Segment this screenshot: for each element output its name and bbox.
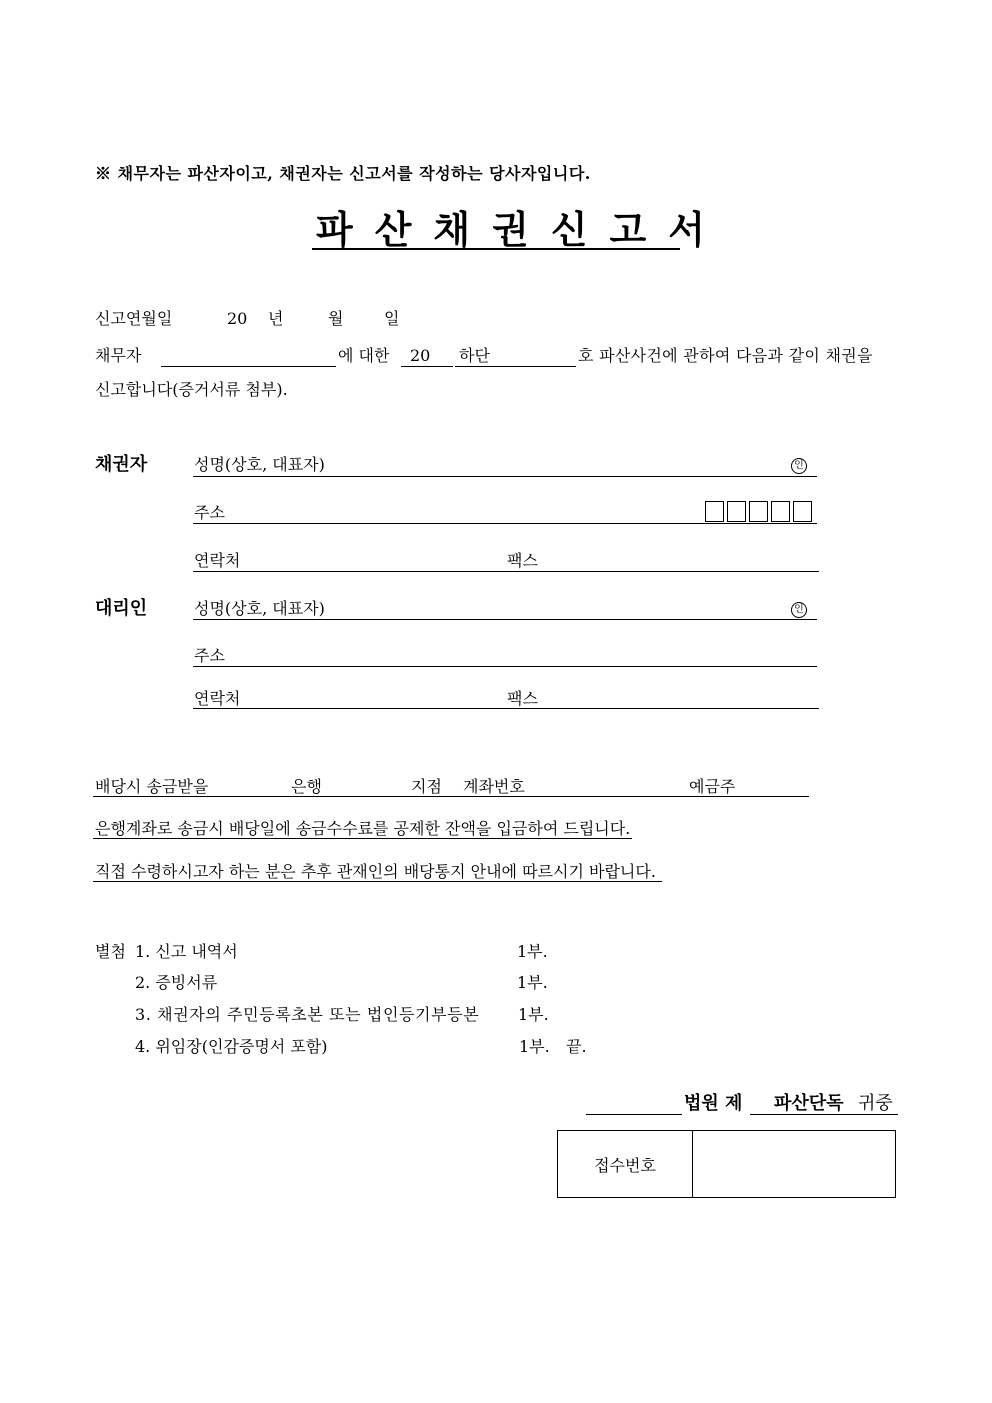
receipt-table — [557, 1130, 896, 1198]
case-type-label: 하단 — [459, 346, 490, 365]
court-name-field[interactable] — [586, 1114, 682, 1115]
postal-code-box-3[interactable] — [749, 501, 768, 522]
postal-code-box-1[interactable] — [705, 501, 724, 522]
attachment-count-2: 1부. — [517, 973, 548, 992]
creditor-contact-field[interactable] — [193, 571, 819, 572]
agent-seal-icon: 인 — [791, 602, 807, 618]
attachment-item-3: 3. 채권자의 주민등록초본 또는 법인등기부등본 — [135, 1005, 480, 1024]
document-end-mark: 끝. — [566, 1037, 587, 1056]
date-day-label: 일 — [384, 309, 400, 328]
bank-note-2: 직접 수령하시고자 하는 분은 추후 관재인의 배당통지 안내에 따르시기 바랍니다. — [95, 862, 656, 881]
agent-contact-field[interactable] — [193, 708, 819, 709]
receipt-label-cell — [558, 1131, 693, 1197]
agent-address-field[interactable] — [193, 666, 817, 667]
court-underline — [754, 1114, 898, 1115]
court-label: 법원 제 — [684, 1093, 743, 1114]
branch-label: 지점 — [411, 777, 442, 796]
agent-contact-label: 연락처 — [194, 689, 241, 708]
postal-code-box-5[interactable] — [793, 501, 812, 522]
agent-name-label: 성명(상호, 대표자) — [194, 599, 325, 618]
attachment-item-1: 1. 신고 내역서 — [135, 942, 238, 961]
creditor-fax-label: 팩스 — [507, 551, 538, 570]
date-month-label: 월 — [328, 309, 344, 328]
creditor-address-field[interactable] — [193, 523, 817, 524]
creditor-name-label: 성명(상호, 대표자) — [194, 455, 325, 474]
agent-heading: 대리인 — [95, 598, 148, 619]
receipt-label: 접수번호 — [594, 1155, 656, 1175]
case-year-field[interactable] — [401, 366, 453, 367]
debtor-line2-text: 신고합니다(증거서류 첨부). — [95, 380, 288, 399]
date-year-label: 년 — [268, 309, 284, 328]
creditor-heading: 채권자 — [95, 454, 148, 475]
date-year-prefix: 20 — [227, 309, 248, 328]
court-suffix: 귀중 — [858, 1093, 893, 1114]
creditor-address-label: 주소 — [194, 503, 225, 522]
attachment-item-2: 2. 증빙서류 — [135, 973, 218, 992]
agent-name-field[interactable] — [193, 619, 817, 620]
bank-info-field[interactable] — [93, 796, 809, 797]
division-label: 파산단독 — [774, 1093, 844, 1114]
case-suffix-text: 호 파산사건에 관하여 다음과 같이 채권을 — [578, 346, 873, 365]
attachment-count-4: 1부. — [519, 1037, 550, 1056]
holder-label: 예금주 — [689, 777, 736, 796]
agent-address-label: 주소 — [194, 646, 225, 665]
bank-note-2-underline — [93, 881, 662, 882]
debtor-name-field[interactable] — [161, 366, 336, 367]
attachment-count-1: 1부. — [517, 942, 548, 961]
postal-code-box-4[interactable] — [771, 501, 790, 522]
creditor-seal-icon: 인 — [791, 458, 807, 474]
bank-label: 은행 — [291, 777, 322, 796]
attachment-count-3: 1부. — [518, 1005, 549, 1024]
creditor-name-field[interactable] — [193, 476, 817, 477]
notice-text: ※ 채무자는 파산자이고, 채권자는 신고서를 작성하는 당사자입니다. — [95, 164, 591, 183]
case-year-prefix: 20 — [410, 346, 431, 365]
attachments-label: 별첨 — [95, 942, 126, 961]
case-number-field[interactable] — [455, 366, 576, 367]
bank-note-1: 은행계좌로 송금시 배당일에 송금수수료를 공제한 잔액을 입금하여 드립니다. — [95, 819, 631, 838]
receipt-value-cell[interactable] — [694, 1131, 895, 1197]
attachment-item-4: 4. 위임장(인감증명서 포함) — [135, 1037, 328, 1056]
title-underline — [312, 248, 680, 250]
bank-note-1-underline — [93, 838, 632, 839]
debtor-about-text: 에 대한 — [338, 346, 390, 365]
date-label: 신고연월일 — [95, 309, 173, 328]
bank-prefix: 배당시 송금받을 — [95, 777, 209, 796]
debtor-label: 채무자 — [95, 346, 142, 365]
creditor-contact-label: 연락처 — [194, 551, 241, 570]
page-title: 파산채권신고서 — [316, 207, 727, 252]
agent-fax-label: 팩스 — [507, 689, 538, 708]
postal-code-box-2[interactable] — [727, 501, 746, 522]
account-label: 계좌번호 — [463, 777, 525, 796]
